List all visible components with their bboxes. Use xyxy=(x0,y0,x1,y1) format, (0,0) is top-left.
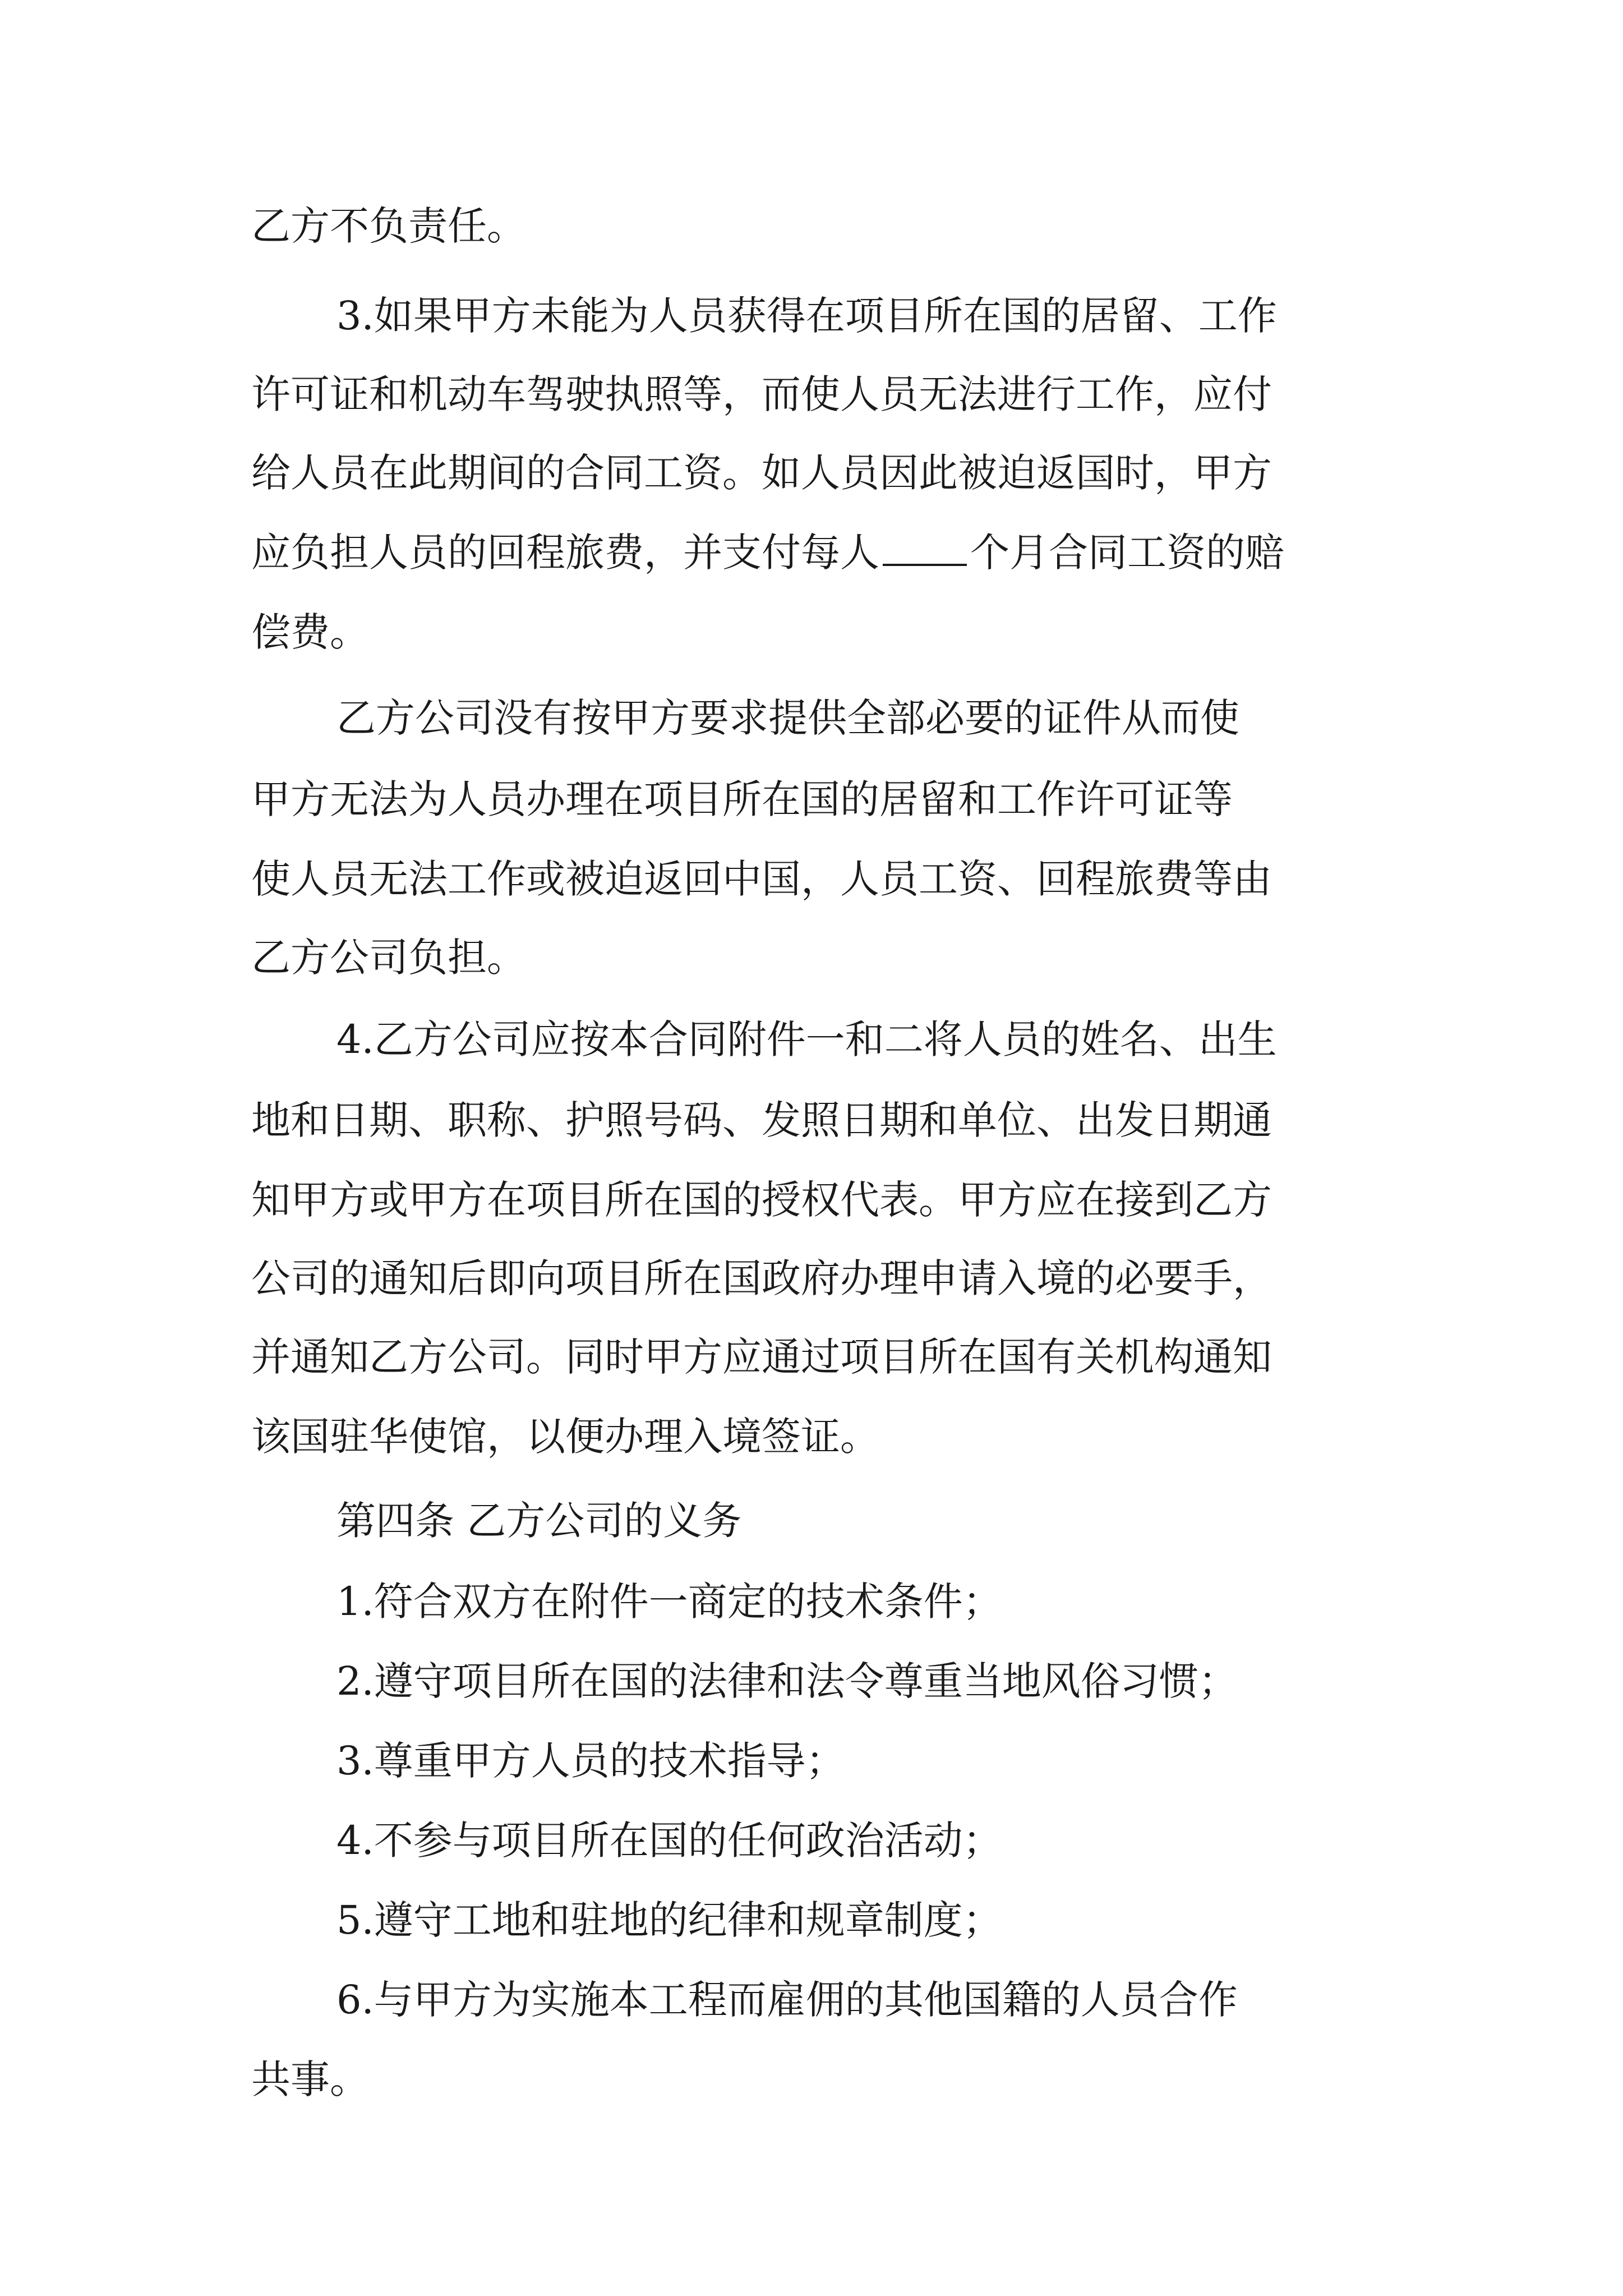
text-line: 许可证和机动车驾驶执照等，而使人员无法进行工作，应付 xyxy=(251,371,1272,417)
text-line: 甲方无法为人员办理在项目所在国的居留和工作许可证等 xyxy=(251,776,1233,822)
text-segment: 应负担人员的回程旅费，并支付每人 xyxy=(251,530,879,576)
list-item: 4.不参与项目所在国的任何政治活动； xyxy=(336,1818,1002,1864)
text-line: 4.乙方公司应按本合同附件一和二将人员的姓名、出生 xyxy=(336,1016,1277,1062)
text-segment: 个月合同工资的赔 xyxy=(970,530,1284,576)
text-line: 给人员在此期间的合同工资。如人员因此被迫返国时，甲方 xyxy=(251,450,1272,496)
text-line: 乙方公司没有按甲方要求提供全部必要的证件从而使 xyxy=(336,695,1239,741)
text-line: 乙方不负责任。 xyxy=(251,203,526,249)
text-line: 3.如果甲方未能为人员获得在项目所在国的居留、工作 xyxy=(336,293,1277,339)
list-item: 1.符合双方在附件一商定的技术条件； xyxy=(336,1579,1002,1625)
text-line: 共事。 xyxy=(251,2056,369,2102)
list-item: 5.遵守工地和驻地的纪律和规章制度； xyxy=(336,1897,1002,1943)
text-line: 乙方公司负担。 xyxy=(251,935,526,981)
text-line: 公司的通知后即向项目所在国政府办理申请入境的必要手， xyxy=(251,1255,1272,1301)
text-line: 并通知乙方公司。同时甲方应通过项目所在国有关机构通知 xyxy=(251,1334,1272,1380)
text-line xyxy=(251,530,1284,576)
section-heading: 第四条 乙方公司的义务 xyxy=(336,1498,742,1544)
text-line: 使人员无法工作或被迫返回中国，人员工资、回程旅费等由 xyxy=(251,856,1272,902)
text-line: 偿费。 xyxy=(251,609,369,655)
text-line: 该国驻华使馆，以便办理入境签证。 xyxy=(251,1414,879,1460)
fill-in-blank xyxy=(883,562,967,566)
text-line: 地和日期、职称、护照号码、发照日期和单位、出发日期通 xyxy=(251,1097,1272,1143)
text-line: 知甲方或甲方在项目所在国的授权代表。甲方应在接到乙方 xyxy=(251,1177,1272,1223)
list-item: 2.遵守项目所在国的法律和法令尊重当地风俗习惯； xyxy=(336,1658,1238,1704)
list-item: 3.尊重甲方人员的技术指导； xyxy=(336,1738,845,1784)
list-item: 6.与甲方为实施本工程而雇佣的其他国籍的人员合作 xyxy=(336,1977,1238,2023)
